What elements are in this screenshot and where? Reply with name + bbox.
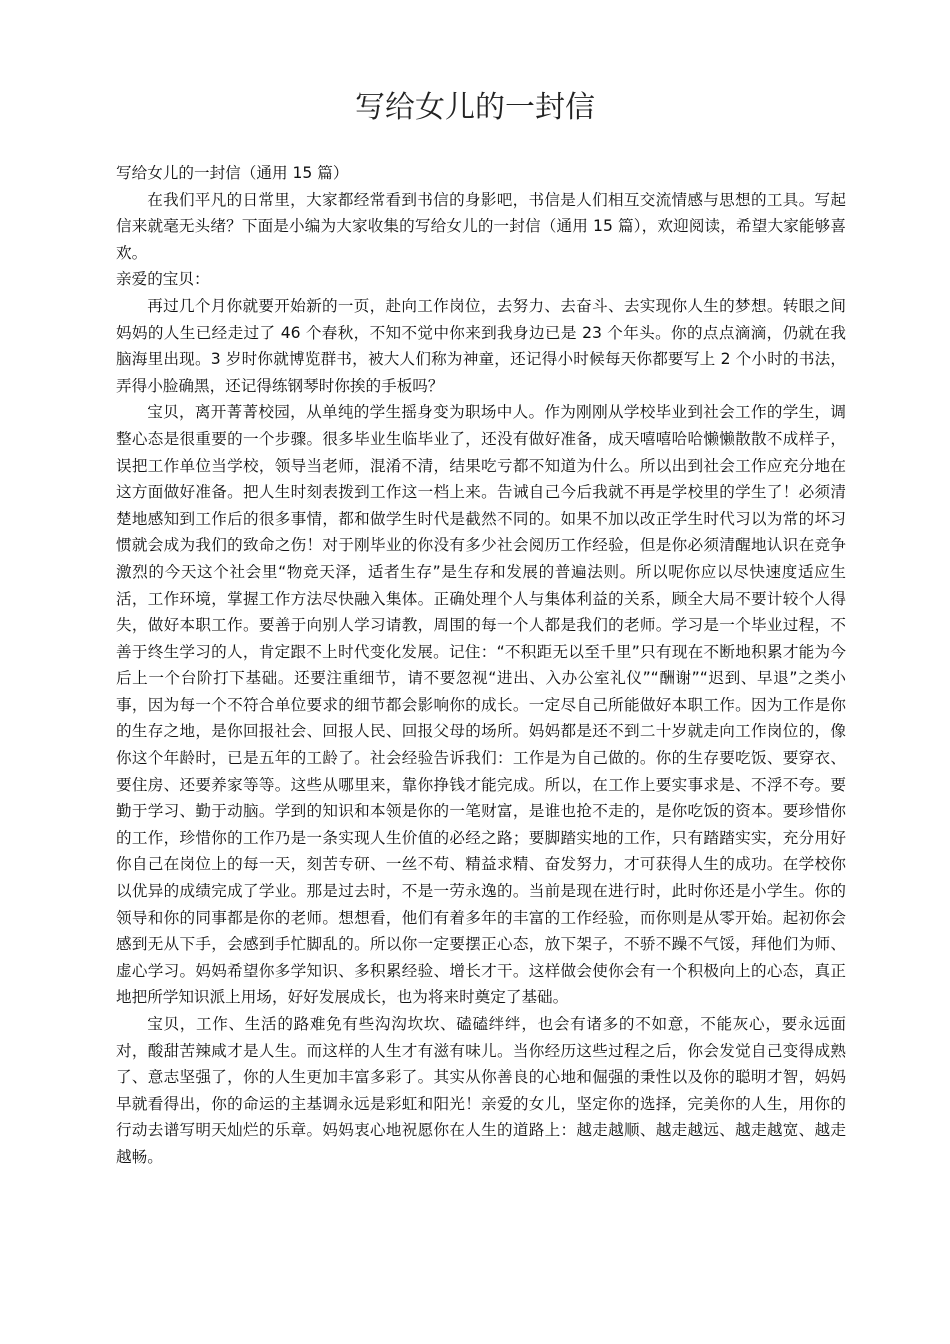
document-body — [116, 160, 846, 1171]
body-paragraph-3: 宝贝，工作、生活的路难免有些沟沟坎坎、磕磕绊绊，也会有诸多的不如意，不能灰心，要永远面对，酸甜苦辣咸才是人生。而这样的人生才有滋有味儿。当你经历这些过程之后，你会发觉自己变得成熟了、意志坚强了，你的人生更加丰富多彩了。其实从你善良的心地和倔强的秉性以及你的聪明才智，妈妈早就看得出，你的命运的主基调永远是彩虹和阳光！亲爱的女儿，坚定你的选择，完美你的人生，用你的行动去谱写明天灿烂的乐章。妈妈衷心地祝愿你在人生的道路上：越走越顺、越走越远、越走越宽、越走越畅。 — [116, 1015, 846, 1166]
document-subtitle: 写给女儿的一封信（通用 15 篇） — [116, 164, 349, 182]
intro-paragraph: 在我们平凡的日常里，大家都经常看到书信的身影吧，书信是人们相互交流情感与思想的工具。写起信来就毫无头绪？下面是小编为大家收集的写给女儿的一封信（通用 15 篇），欢迎阅读，希望大家能够喜欢。 — [116, 190, 846, 262]
salutation: 亲爱的宝贝： — [116, 270, 210, 289]
body-paragraph-2: 宝贝，离开菁菁校园，从单纯的学生摇身变为职场中人。作为刚刚从学校毕业到社会工作的学生，调整心态是很重要的一个步骤。很多毕业生临毕业了，还没有做好准备，成天嘻嘻哈哈懒懒散散不成样子，误把工作单位当学校，领导当老师，混淆不清，结果吃亏都不知道为什么。所以出到社会工作应充分地在这方面做好准备。把人生时刻表拨到工作这一档上来。告诫自己今后我就不再是学校里的学生了！必须清楚地感知到工作后的很多事情，都和做学生时代是截然不同的。如果不加以改正学生时代习以为常的坏习惯就会成为我们的致命之伤！对于刚毕业的你没有多少社会阅历工作经验，但是你必须清醒地认识在竞争激烈的今天这个社会里“物竞天泽，适者生存”是生存和发展的普遍法则。所以呢你应以尽快速度适应生活，工作环境，掌握工作方法尽快融入集体。正确处理个人与集体利益的关系，顾全大局不要计较个人得失，做好本职工作。要善于向别人学习请教，周围的每一个人都是我们的老师。学习是一个毕业过程，不善于终生学习的人，肯定跟不上时代变化发展。记住：“不积距无以至千里”只有现在不断地积累才能为今后上一个台阶打下基础。还要注重细节，请不要忽视“进出、入办公室礼仪”“酬谢”“迟到、早退”之类小事，因为每一个不符合单位要求的细节都会影响你的成长。一定尽自己所能做好本职工作。因为工作是你的生存之地，是你回报社会、回报人民、回报父母的场所。妈妈都是还不到二十岁就走向工作岗位的，像你这个年龄时，已是五年的工龄了。社会经验告诉我们：工作是为自己做的。你的生存要吃饭、要穿衣、要住房、还要养家等等。这些从哪里来，靠你挣钱才能完成。所以，在工作上要实事求是、不浮不夸。要勤于学习、勤于动脑。学到的知识和本领是你的一笔财富，是谁也抢不走的，是你吃饭的资本。要珍惜你的工作，珍惜你的工作乃是一条实现人生价值的必经之路；要脚踏实地的工作，只有踏踏实实，充分用好你自己在岗位上的每一天，刻苦专研、一丝不苟、精益求精、奋发努力，才可获得人生的成功。在学校你以优异的成绩完成了学业。那是过去时，不是一劳永逸的。当前是现在进行时，此时你还是小学生。你的领导和你的同事都是你的老师。想想看，他们有着多年的丰富的工作经验，而你则是从零开始。起初你会感到无从下手，会感到手忙脚乱的。所以你一定要摆正心态，放下架子，不骄不躁不气馁，拜他们为师、虚心学习。妈妈希望你多学知识、多积累经验、增长才干。这样做会使你会有一个积极向上的心态，真正地把所学知识派上用场，好好发展成长，也为将来时奠定了基础。 — [116, 403, 846, 1007]
document-title: 写给女儿的一封信 — [355, 90, 595, 125]
body-paragraph-1: 再过几个月你就要开始新的一页，赴向工作岗位，去努力、去奋斗、去实现你人生的梦想。转眼之间妈妈的人生已经走过了 46 个春秋，不知不觉中你来到我身边已是 23 个年头。你的点点滴滴，仍就在我脑海里出现。3 岁时你就博览群书，被大人们称为神童，还记得小时候每天你都要写上 2 个小时的书法，弄得小脸确黑，还记得练钢琴时你挨的手板吗？ — [116, 296, 846, 395]
